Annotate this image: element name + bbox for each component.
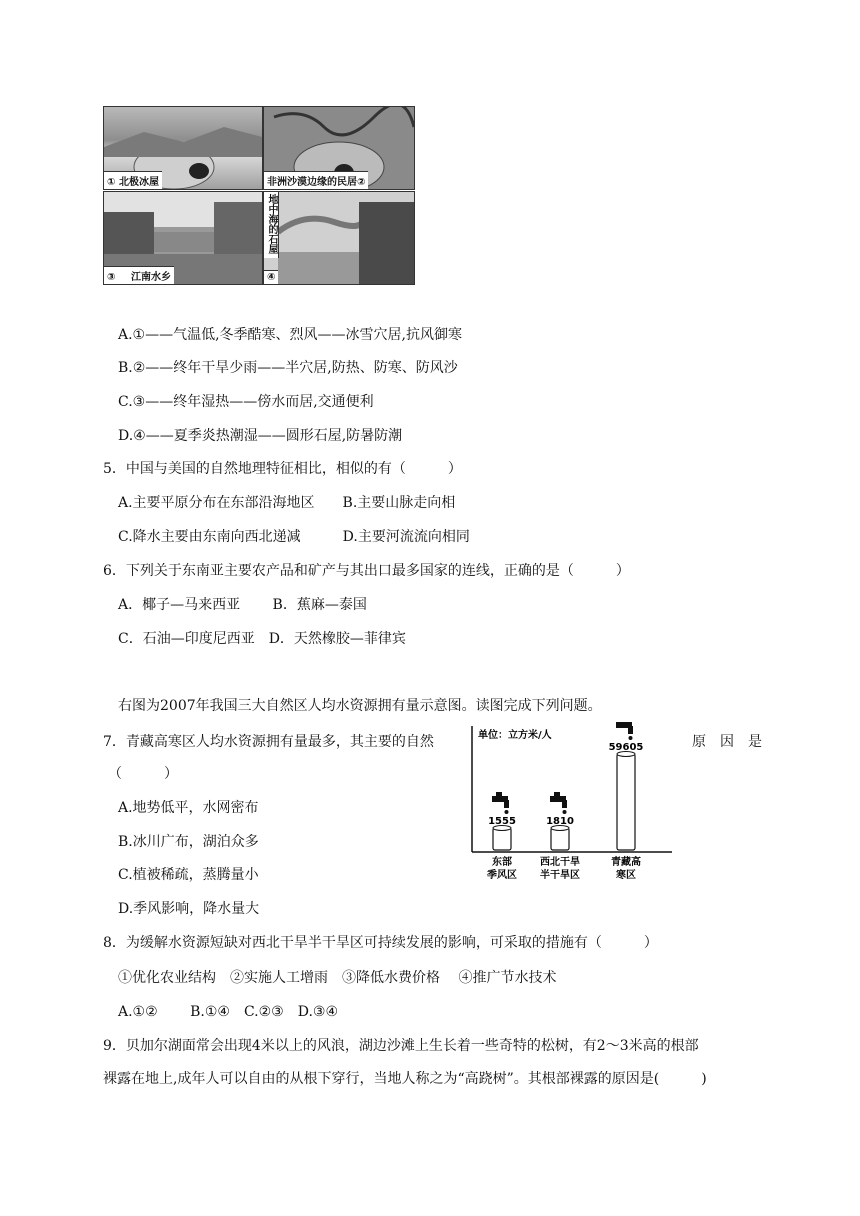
q4-option-c: C.③——终年湿热——傍水而居,交通便利	[118, 394, 374, 410]
category-label-0-1: 季风区	[487, 870, 517, 881]
photo-caption-4-vertical: 地中海的石屋	[264, 192, 279, 258]
photo-arctic-igloo	[103, 106, 263, 190]
q5-options-row1: A.主要平原分布在东部沿海地区 B.主要山脉走向相	[118, 495, 456, 511]
q4-option-b: B.②——终年干旱少雨——半穴居,防热、防寒、防风沙	[118, 360, 458, 376]
photo-caption-3-num: ③	[107, 272, 116, 283]
q9-line2: 裸露在地上,成年人可以自由的从根下穿行，当地人称之为“高跷树”。其根部裸露的原因是( )	[103, 1071, 707, 1087]
q7-answer-paren: （ ）	[108, 766, 178, 782]
photo-caption-4-num: ④	[264, 270, 278, 284]
bar-group-1	[546, 792, 574, 850]
bar-2	[617, 754, 635, 850]
bar-value-label-1: 1810	[546, 816, 574, 827]
photo-caption-3-text: 江南水乡	[130, 272, 171, 283]
q8-items: ①优化农业结构 ②实施人工增雨 ③降低水费价格 ④推广节水技术	[118, 970, 557, 986]
q8-stem: 8．为缓解水资源短缺对西北干旱半干旱区可持续发展的影响，可采取的措施有（ ）	[103, 935, 658, 951]
bar-value-label-0: 1555	[488, 816, 516, 827]
q7-stem-start: 7．青藏高寒区人均水资源拥有量最多，其主要的自然	[103, 734, 434, 750]
q5-options-row2: C.降水主要由东南向西北递减 D.主要河流流向相同	[118, 529, 470, 545]
q8-choices: A.①② B.①④ C.②③ D.③④	[118, 1004, 338, 1020]
q6-options-row1: A．椰子—马来西亚 B．蕉麻—泰国	[118, 597, 367, 613]
bar-group-2	[609, 722, 644, 850]
bar-0	[493, 828, 511, 850]
water-resource-chart	[466, 722, 686, 884]
photo-african-hut	[263, 106, 415, 190]
q5-stem: 5．中国与美国的自然地理特征相比，相似的有（ ）	[103, 461, 462, 477]
q4-option-a: A.①——气温低,冬季酷寒、烈风——冰雪穴居,抗风御寒	[118, 327, 463, 343]
q6-options-row2: C．石油—印度尼西亚 D．天然橡胶—菲律宾	[118, 631, 406, 647]
q7-option-c: C.植被稀疏，蒸腾量小	[118, 867, 259, 883]
photo-caption-3	[104, 266, 174, 284]
bar-group-0	[488, 792, 516, 850]
bar-1	[551, 828, 569, 850]
photo-mediterranean-stone-house	[263, 191, 415, 285]
q7-option-a: A.地势低平，水网密布	[118, 800, 259, 816]
q9-line1: 9．贝加尔湖面常会出现4米以上的风浪，湖边沙滩上生长着一些奇特的松树，有2～3米高的根部	[103, 1038, 699, 1054]
photo-jiangnan-water-town	[103, 191, 263, 285]
q4-option-d: D.④——夏季炎热潮湿——圆形石屋,防暑防潮	[118, 428, 403, 444]
category-label-0-0: 东部	[492, 857, 512, 868]
q7-stem-end: 原 因 是	[692, 734, 762, 750]
q7-option-b: B.冰川广布，湖泊众多	[118, 834, 259, 850]
q6-stem: 6．下列关于东南亚主要农产品和矿产与其出口最多国家的连线，正确的是（ ）	[103, 563, 630, 579]
faucet-icon	[492, 792, 509, 814]
q7-option-d: D.季风影响，降水量大	[118, 901, 260, 917]
bar-value-label-2: 59605	[608, 742, 644, 753]
category-label-1-0: 西北干旱	[540, 857, 580, 868]
photo-caption-1: ① 北极冰屋	[104, 171, 162, 189]
photo-caption-2: 非洲沙漠边缘的民居②	[264, 171, 368, 189]
category-label-2-0: 青藏高	[611, 857, 641, 868]
faucet-icon	[550, 792, 567, 814]
category-label-1-1: 半干旱区	[540, 870, 580, 881]
stone-house-image	[264, 192, 414, 284]
category-label-2-1: 寒区	[616, 870, 636, 881]
chart-intro: 右图为2007年我国三大自然区人均水资源拥有量示意图。读图完成下列问题。	[118, 698, 602, 714]
faucet-icon	[616, 722, 633, 740]
chart-unit-label: 单位：立方米/人	[478, 730, 552, 741]
